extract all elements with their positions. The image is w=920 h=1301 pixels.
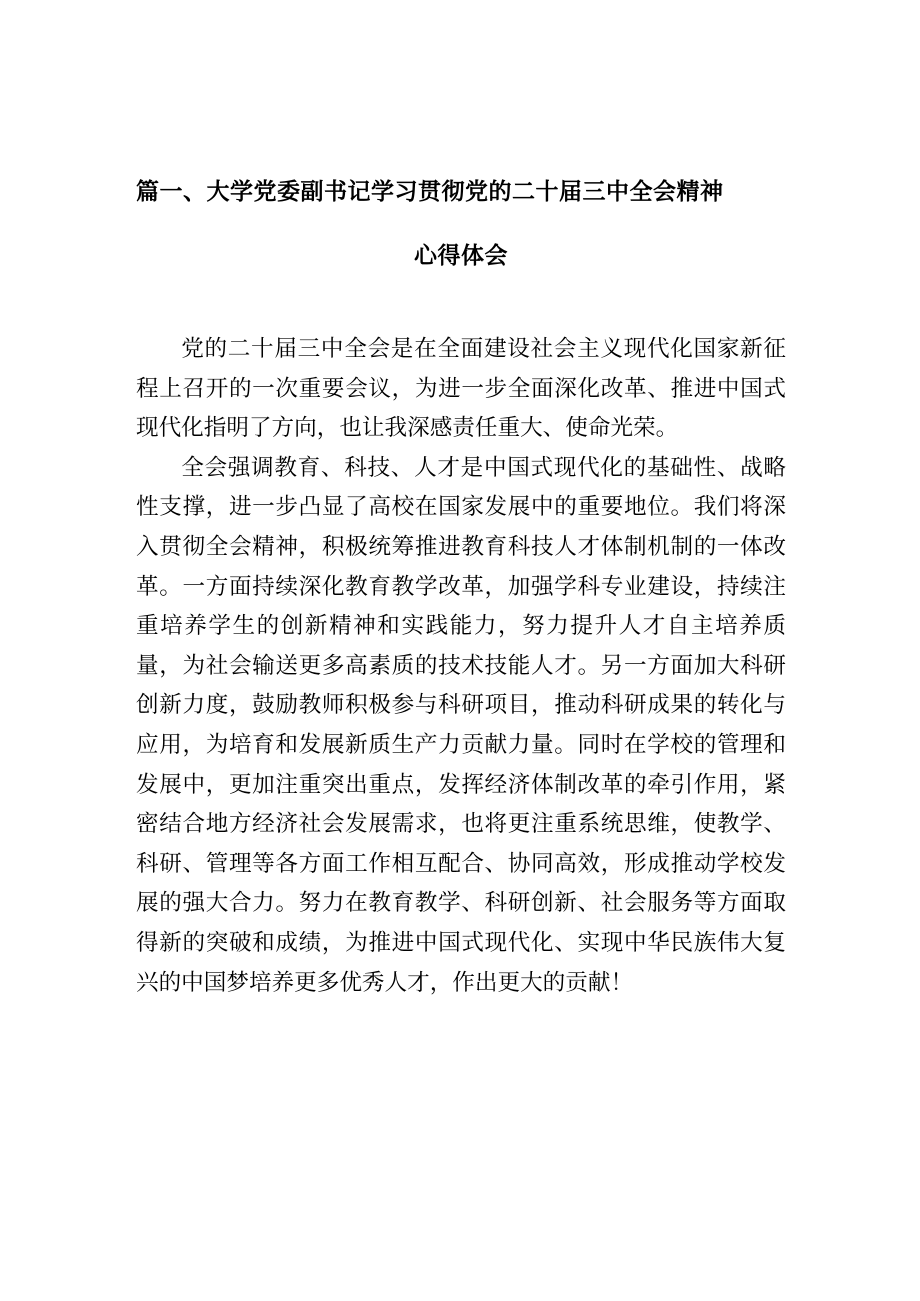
body-paragraph-1: 党的二十届三中全会是在全面建设社会主义现代化国家新征程上召开的一次重要会议，为进一步全面深化改革、推进中国式现代化指明了方向，也让我深感责任重大、使命光荣。 (136, 336, 786, 442)
document-title-line-1: 篇一、大学党委副书记学习贯彻党的二十届三中全会精神 (136, 179, 724, 205)
document-body (136, 330, 786, 1003)
body-paragraph-2: 全会强调教育、科技、人才是中国式现代化的基础性、战略性支撑，进一步凸显了高校在国家发展中的重要地位。我们将深入贯彻全会精神，积极统筹推进教育科技人才体制机制的一体改革。一方面持续深化教育教学改革，加强学科专业建设，持续注重培养学生的创新精神和实践能力，努力提升人才自主培养质量，为社会输送更多高素质的技术技能人才。另一方面加大科研创新力度，鼓励教师积极参与科研项目，推动科研成果的转化与应用，为培育和发展新质生产力贡献力量。同时在学校的管理和发展中，更加注重突出重点，发挥经济体制改革的牵引作用，紧密结合地方经济社会发展需求，也将更注重系统思维，使教学、科研、管理等各方面工作相互配合、协同高效，形成推动学校发展的强大合力。努力在教育教学、科研创新、社会服务等方面取得新的突破和成绩，为推进中国式现代化、实现中华民族伟大复兴的中国梦培养更多优秀人才，作出更大的贡献！ (136, 454, 786, 996)
document-title-line-2: 心得体会 (414, 243, 508, 269)
